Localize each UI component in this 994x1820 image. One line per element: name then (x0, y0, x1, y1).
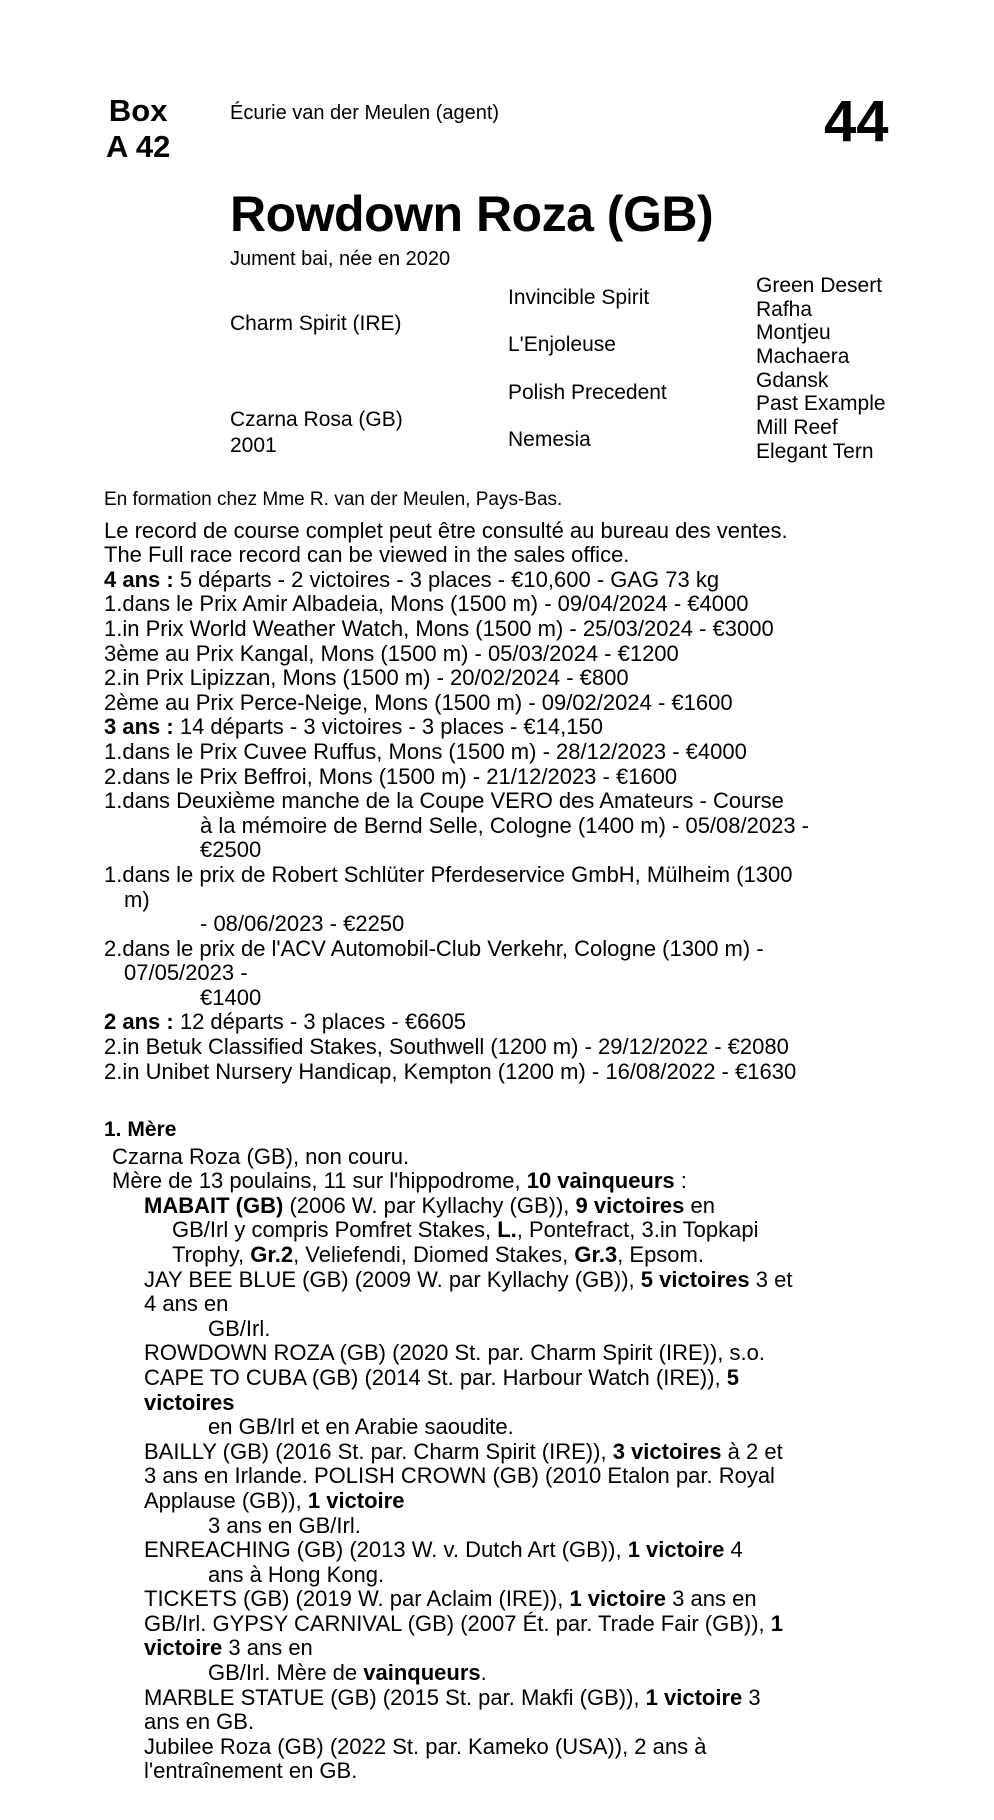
offspring-entry-continued: 3 ans en Irlande. POLISH CROWN (GB) (2010 Etalon par. Royal (144, 1463, 775, 1489)
offspring-text: à 2 et (727, 1438, 783, 1464)
offspring-entry (104, 1440, 924, 1465)
lot-number: 44 (824, 89, 889, 154)
offspring-entry-continued (104, 1636, 924, 1661)
offspring-wins: 1 victoire (645, 1684, 743, 1710)
offspring-text: BAILLY (GB) (2016 St. par. Charm Spirit (IRE)), (144, 1438, 607, 1464)
offspring-text: GB/Irl y compris Pomfret Stakes, (172, 1217, 492, 1243)
offspring-wins: 5 victoires (640, 1266, 750, 1292)
produce-winners: 10 vainqueurs (526, 1168, 675, 1194)
offspring-text: Applause (GB)), (144, 1487, 302, 1513)
race-line: 2.in Betuk Classified Stakes, Southwell (1200 m) - 29/12/2022 - €2080 (104, 1034, 789, 1060)
race-grade: Gr.2 (250, 1241, 294, 1267)
offspring-text: 3 et (755, 1266, 793, 1292)
offspring-text: 3 ans en (228, 1635, 313, 1661)
offspring-text: JAY BEE BLUE (GB) (2009 W. par Kyllachy (GB)), (144, 1266, 635, 1292)
offspring-entry: ROWDOWN ROZA (GB) (2020 St. par. Charm Spirit (IRE)), s.o. (144, 1340, 765, 1366)
box-line1: Box (108, 93, 168, 128)
record-note-en: The Full race record can be viewed in the sales office. (104, 542, 630, 568)
pedigree-gen2-item: Nemesia (508, 428, 591, 451)
offspring-entry-continued: en GB/Irl et en Arabie saoudite. (208, 1414, 514, 1440)
trainer-line: En formation chez Mme R. van der Meulen, Pays-Bas. (104, 489, 563, 510)
pedigree-gen3-item: Mill Reef (756, 416, 838, 439)
offspring-entry (104, 1366, 924, 1391)
race-line: 2ème au Prix Perce-Neige, Mons (1500 m) - 09/02/2024 - €1600 (104, 689, 733, 715)
offspring-entry (104, 1194, 924, 1219)
offspring-entry-continued (104, 1661, 924, 1686)
pedigree-gen3-item: Green Desert (756, 274, 883, 297)
produce-summary-text: Mère de 13 poulains, 11 sur l'hippodrome, (112, 1168, 521, 1194)
pedigree-dam-year: 2001 (230, 434, 277, 457)
pedigree-gen3-item: Machaera (756, 345, 850, 368)
offspring-text: GB/Irl. Mère de (208, 1660, 358, 1686)
offspring-text: . (480, 1660, 487, 1686)
offspring-text: (2006 W. par Kyllachy (GB)), (289, 1192, 570, 1218)
offspring-entry-continued: 3 ans en GB/Irl. (208, 1512, 361, 1538)
offspring-wins: 1 victoire (627, 1537, 725, 1563)
offspring-text: CAPE TO CUBA (GB) (2014 St. par. Harbour Watch (IRE)), (144, 1364, 721, 1390)
race-line: 3ème au Prix Kangal, Mons (1500 m) - 05/03/2024 - €1200 (104, 640, 679, 666)
race-line-continued: €2500 (200, 837, 262, 863)
offspring-entry-continued: GB/Irl. (208, 1315, 271, 1341)
race-line: 1.dans Deuxième manche de la Coupe VERO des Amateurs - Course (104, 788, 784, 814)
horse-name: Rowdown Roza (GB) (230, 186, 714, 242)
offspring-wins: 1 victoire (307, 1487, 405, 1513)
offspring-wins: 9 victoires (575, 1192, 685, 1218)
pedigree-gen2-item: Invincible Spirit (508, 286, 650, 309)
race-grade: Gr.3 (574, 1241, 618, 1267)
offspring-entry (104, 1538, 924, 1563)
offspring-text: ENREACHING (GB) (2013 W. v. Dutch Art (GB)), (144, 1537, 622, 1563)
offspring-wins: 1 victoire (569, 1586, 667, 1612)
age4-label: 4 ans : (104, 566, 174, 592)
race-line: 2.dans le prix de l'ACV Automobil-Club Verkehr, Cologne (1300 m) - (104, 935, 764, 961)
race-line-continued: m) (124, 886, 150, 912)
pedigree-gen3-item: Rafha (756, 298, 813, 321)
box-line2: A 42 (106, 129, 171, 164)
age2-label: 2 ans : (104, 1009, 174, 1035)
offspring-text: 3 (748, 1684, 761, 1710)
offspring-text: 4 (730, 1537, 743, 1563)
race-line: 1.in Prix World Weather Watch, Mons (1500 m) - 25/03/2024 - €3000 (104, 615, 774, 641)
race-line: 2.in Unibet Nursery Handicap, Kempton (1200 m) - 16/08/2022 - €1630 (104, 1058, 797, 1084)
age3-summary (104, 715, 924, 740)
race-line: 1.dans le Prix Amir Albadeia, Mons (1500 m) - 09/04/2024 - €4000 (104, 591, 749, 617)
offspring-text: , Veliefendi, Diomed Stakes, (293, 1241, 569, 1267)
produce-summary (104, 1169, 924, 1194)
offspring-text: GB/Irl. GYPSY CARNIVAL (GB) (2007 Ét. par. Trade Fair (GB)), (144, 1610, 765, 1636)
offspring-entry-continued (104, 1243, 924, 1268)
offspring-entry-continued (104, 1489, 924, 1514)
offspring-wins: 1 (770, 1610, 784, 1636)
horse-description: Jument bai, née en 2020 (230, 248, 451, 270)
offspring-entry-continued: ans à Hong Kong. (208, 1561, 385, 1587)
age2-summary-text: 12 départs - 3 places - €6605 (179, 1009, 467, 1035)
race-line-continued: à la mémoire de Bernd Selle, Cologne (1400 m) - 05/08/2023 - (200, 812, 810, 838)
age2-summary (104, 1010, 924, 1035)
box-label (106, 93, 170, 165)
offspring-entry (104, 1587, 924, 1612)
age4-summary (104, 568, 924, 593)
pedigree-gen2-item: Polish Precedent (508, 381, 667, 404)
pedigree-gen3-item: Montjeu (756, 321, 831, 344)
race-line-continued: 07/05/2023 - (124, 960, 248, 986)
race-grade: L. (497, 1217, 517, 1243)
race-record (104, 488, 924, 1084)
pedigree-gen3-item: Elegant Tern (756, 440, 874, 463)
pedigree-sire: Charm Spirit (IRE) (230, 312, 402, 335)
offspring-wins: victoire (144, 1635, 223, 1661)
record-note-fr: Le record de course complet peut être consulté au bureau des ventes. (104, 517, 788, 543)
offspring-entry: Jubilee Roza (GB) (2022 St. par. Kameko (USA)), 2 ans à (144, 1733, 707, 1759)
race-line: 2.dans le Prix Beffroi, Mons (1500 m) - 21/12/2023 - €1600 (104, 763, 678, 789)
offspring-text: Trophy, (172, 1241, 245, 1267)
race-line: 1.dans le prix de Robert Schlüter Pferdeservice GmbH, Mülheim (1300 (104, 861, 793, 887)
pedigree-dam: Czarna Rosa (GB) (230, 408, 403, 431)
agent-name: Écurie van der Meulen (agent) (230, 102, 500, 124)
race-line: 1.dans le Prix Cuvee Ruffus, Mons (1500 m) - 28/12/2023 - €4000 (104, 738, 747, 764)
age4-summary-text: 5 départs - 2 victoires - 3 places - €10,600 - GAG 73 kg (179, 566, 720, 592)
offspring-entry-continued (104, 1612, 924, 1637)
offspring-text: 3 ans en (672, 1586, 757, 1612)
offspring-entry-continued: 4 ans en (144, 1291, 229, 1317)
race-line: 2.in Prix Lipizzan, Mons (1500 m) - 20/02/2024 - €800 (104, 665, 629, 691)
age3-summary-text: 14 départs - 3 victoires - 3 places - €14,150 (179, 714, 603, 740)
age3-label: 3 ans : (104, 714, 174, 740)
dam-section (104, 1118, 924, 1784)
offspring-wins: 5 (726, 1364, 740, 1390)
dam-line: Czarna Roza (GB), non couru. (112, 1143, 410, 1169)
offspring-text: en (690, 1192, 715, 1218)
offspring-wins: victoires (144, 1389, 235, 1415)
offspring-winners: vainqueurs (363, 1660, 481, 1686)
offspring-name: MABAIT (GB) (144, 1192, 284, 1218)
offspring-entry-continued: l'entraînement en GB. (144, 1758, 358, 1784)
offspring-text: , Pontefract, 3.in Topkapi (516, 1217, 759, 1243)
offspring-entry (104, 1268, 924, 1293)
produce-colon: : (680, 1168, 687, 1194)
offspring-entry (104, 1686, 924, 1711)
pedigree-gen2-item: L'Enjoleuse (508, 333, 616, 356)
offspring-wins: 3 victoires (612, 1438, 722, 1464)
pedigree-gen3-item: Gdansk (756, 369, 829, 392)
race-line-continued: €1400 (200, 984, 262, 1010)
offspring-text: MARBLE STATUE (GB) (2015 St. par. Makfi (GB)), (144, 1684, 640, 1710)
offspring-entry-continued (104, 1218, 924, 1243)
offspring-text: , Epsom. (617, 1241, 704, 1267)
offspring-text: TICKETS (GB) (2019 W. par Aclaim (IRE)), (144, 1586, 564, 1612)
pedigree-gen3-item: Past Example (756, 392, 886, 415)
race-line-continued: - 08/06/2023 - €2250 (200, 911, 405, 937)
dam-section-title: 1. Mère (104, 1118, 177, 1141)
offspring-entry-continued: ans en GB. (144, 1709, 255, 1735)
